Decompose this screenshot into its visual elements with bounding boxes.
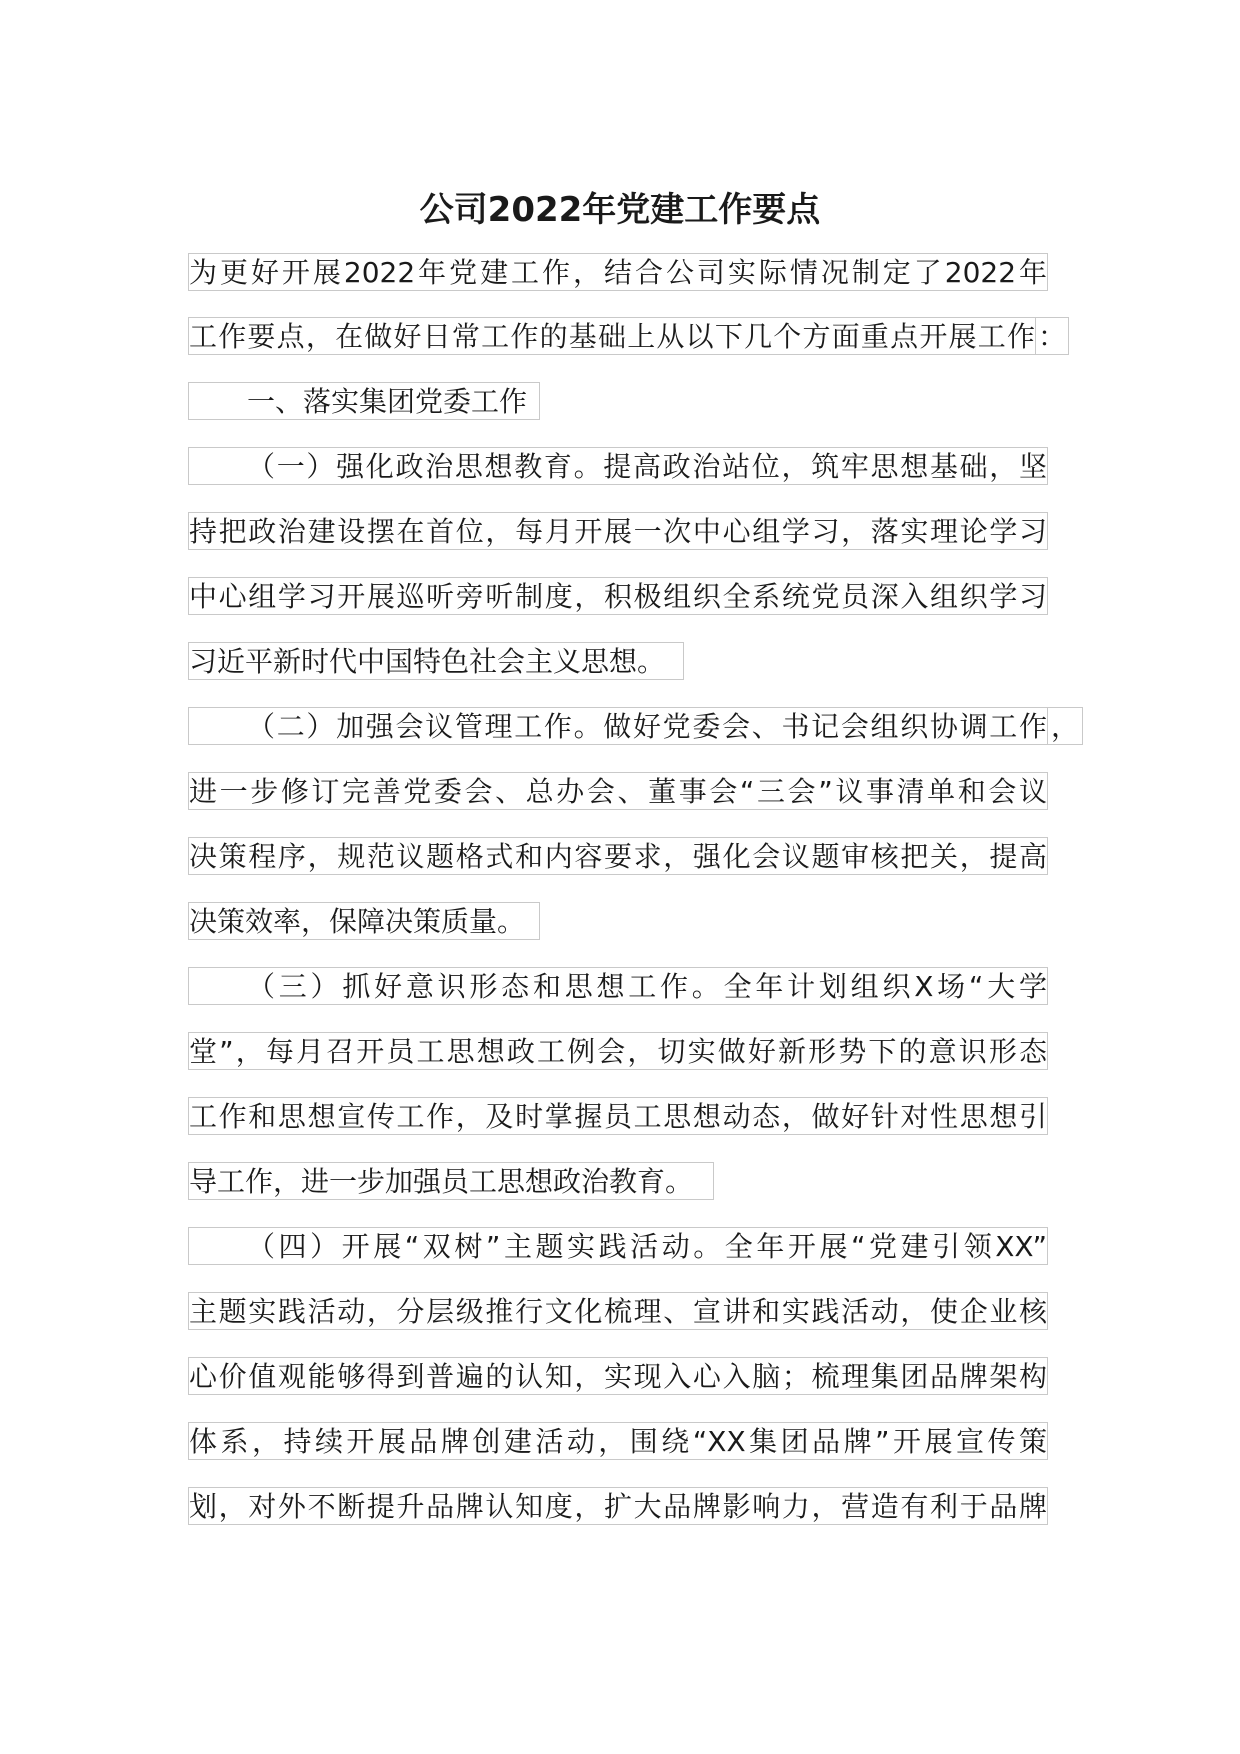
- text-line: （一）强化政治思想教育。提高政治站位，筑牢思想基础，坚: [188, 447, 1048, 485]
- text-line: 持把政治建设摆在首位，每月开展一次中心组学习，落实理论学习: [188, 512, 1048, 550]
- text-line: （四）开展“双树”主题实践活动。全年开展“党建引领XX”: [188, 1227, 1048, 1265]
- text-line: ，: [1047, 707, 1083, 745]
- document-title: 公司2022年党建工作要点: [419, 190, 821, 230]
- text-line: 工作和思想宣传工作，及时掌握员工思想动态，做好针对性思想引: [188, 1097, 1048, 1135]
- text-line: 中心组学习开展巡听旁听制度，积极组织全系统党员深入组织学习: [188, 577, 1048, 615]
- section-heading: 一、落实集团党委工作: [188, 382, 540, 420]
- text-line: ：: [1035, 317, 1069, 355]
- text-line: 导工作，进一步加强员工思想政治教育。: [188, 1162, 714, 1200]
- text-line: 划，对外不断提升品牌认知度，扩大品牌影响力，营造有利于品牌: [188, 1487, 1048, 1525]
- text-line: 主题实践活动，分层级推行文化梳理、宣讲和实践活动，使企业核: [188, 1292, 1048, 1330]
- text-line: 决策程序，规范议题格式和内容要求，强化会议题审核把关，提高: [188, 837, 1048, 875]
- text-line: 进一步修订完善党委会、总办会、董事会“三会”议事清单和会议: [188, 772, 1048, 810]
- text-line: （三）抓好意识形态和思想工作。全年计划组织X场“大学: [188, 967, 1048, 1005]
- text-line: 堂”，每月召开员工思想政工例会，切实做好新形势下的意识形态: [188, 1032, 1048, 1070]
- text-line: 习近平新时代中国特色社会主义思想。: [188, 642, 684, 680]
- text-line: 心价值观能够得到普遍的认知，实现入心入脑；梳理集团品牌架构: [188, 1357, 1048, 1395]
- text-line: 为更好开展2022年党建工作，结合公司实际情况制定了2022年: [188, 253, 1048, 291]
- text-line: 体系，持续开展品牌创建活动，围绕“XX集团品牌”开展宣传策: [188, 1422, 1048, 1460]
- text-line: （二）加强会议管理工作。做好党委会、书记会组织协调工作: [188, 707, 1048, 745]
- text-line: 决策效率，保障决策质量。: [188, 902, 540, 940]
- text-line: 工作要点，在做好日常工作的基础上从以下几个方面重点开展工作: [188, 317, 1036, 355]
